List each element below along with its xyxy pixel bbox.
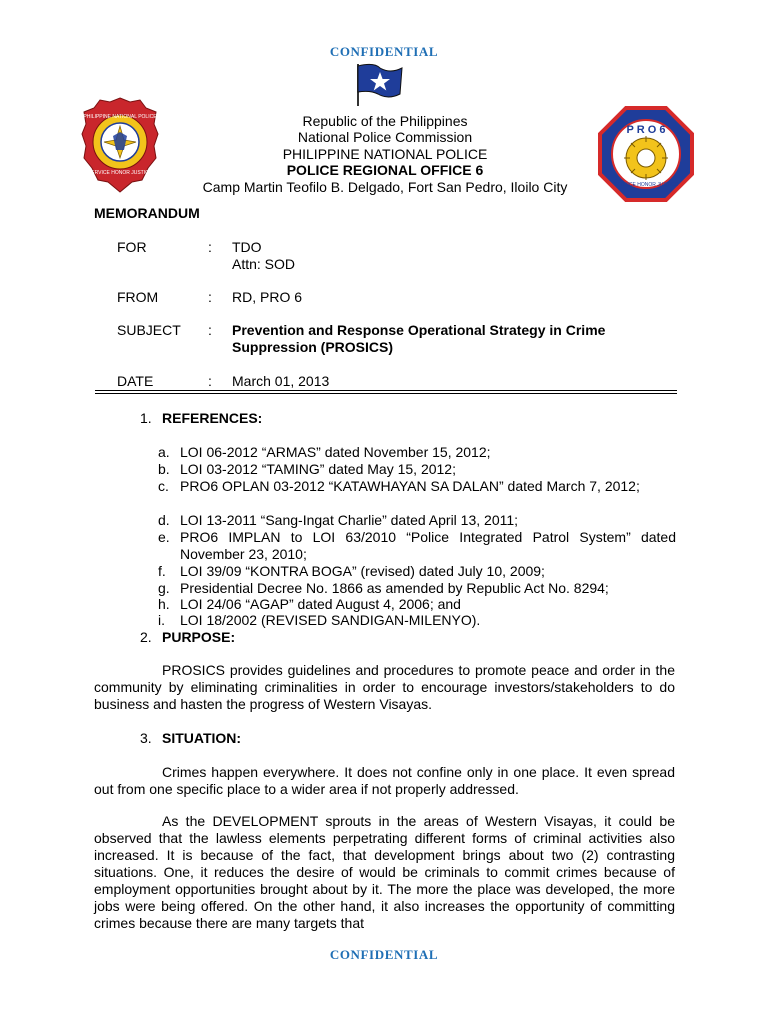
section-situation-heading bbox=[140, 730, 241, 746]
subject-colon: : bbox=[208, 322, 212, 338]
header-rule-bottom bbox=[95, 393, 677, 394]
from-colon: : bbox=[208, 289, 212, 305]
section-title: PURPOSE: bbox=[162, 629, 236, 645]
header-address: Camp Martin Teofilo B. Delgado, Fort San Pedro, Iloilo City bbox=[202, 179, 568, 195]
reference-letter: h. bbox=[158, 596, 170, 612]
reference-text: LOI 13-2011 “Sang-Ingat Charlie” dated April 13, 2011; bbox=[180, 512, 519, 528]
reference-letter: a. bbox=[158, 444, 170, 460]
svg-text:P R O 6: P R O 6 bbox=[626, 124, 666, 136]
reference-text: LOI 24/06 “AGAP” dated August 4, 2006; and bbox=[180, 596, 461, 612]
subject-line2: Suppression (PROSICS) bbox=[232, 339, 394, 355]
date-value: March 01, 2013 bbox=[232, 373, 330, 389]
svg-text:SERVICE HONOR JUSTICE: SERVICE HONOR JUSTICE bbox=[613, 182, 679, 188]
reference-text: PRO6 OPLAN 03-2012 “KATAWHAYAN SA DALAN” dated March 7, 2012; bbox=[180, 478, 640, 494]
reference-letter: c. bbox=[158, 478, 169, 494]
classification-top: CONFIDENTIAL bbox=[329, 44, 439, 59]
reference-item bbox=[158, 612, 676, 629]
header-napolcom: National Police Commission bbox=[297, 129, 473, 145]
reference-item bbox=[158, 444, 676, 461]
reference-text: LOI 06-2012 “ARMAS” dated November 15, 2012; bbox=[180, 444, 491, 460]
reference-item bbox=[158, 512, 676, 529]
section-number: 3. bbox=[140, 730, 152, 746]
flag-star-icon bbox=[350, 60, 406, 108]
svg-text:PHILIPPINE NATIONAL POLICE: PHILIPPINE NATIONAL POLICE bbox=[83, 114, 157, 120]
classification-bottom: CONFIDENTIAL bbox=[329, 947, 439, 962]
for-value: TDO bbox=[232, 239, 262, 255]
section-number: 2. bbox=[140, 629, 152, 645]
section-references-heading bbox=[140, 410, 262, 426]
date-label: DATE bbox=[117, 373, 154, 389]
section-title: SITUATION: bbox=[162, 730, 242, 746]
from-value: RD, PRO 6 bbox=[232, 289, 303, 305]
reference-item bbox=[158, 580, 676, 597]
reference-item bbox=[158, 461, 676, 478]
subject-line1: Prevention and Response Operational Strategy in Crime bbox=[232, 322, 606, 338]
reference-letter: b. bbox=[158, 461, 170, 477]
pnp-seal-icon bbox=[80, 96, 160, 196]
svg-text:SERVICE HONOR JUSTICE: SERVICE HONOR JUSTICE bbox=[87, 170, 153, 176]
reference-letter: f. bbox=[158, 563, 166, 579]
reference-text: LOI 03-2012 “TAMING” dated May 15, 2012; bbox=[180, 461, 456, 477]
header-republic: Republic of the Philippines bbox=[302, 113, 468, 129]
situation-paragraph-1: Crimes happen everywhere. It does not confine only in one place. It even spread out from one specific place to a wider area if not properly addressed. bbox=[94, 764, 675, 797]
subject-label: SUBJECT bbox=[117, 322, 181, 338]
reference-text: LOI 39/09 “KONTRA BOGA” (revised) dated July 10, 2009; bbox=[180, 563, 545, 579]
reference-item bbox=[158, 596, 676, 613]
purpose-paragraph: PROSICS provides guidelines and procedures to promote peace and order in the community by eliminating criminalities in order to encourage investors/stakeholders to do business and hasten the progress of Western Visayas. bbox=[94, 662, 675, 712]
reference-letter: i. bbox=[158, 612, 165, 628]
reference-item bbox=[158, 529, 676, 563]
reference-text: LOI 18/2002 (REVISED SANDIGAN-MILENYO). bbox=[180, 612, 481, 628]
date-colon: : bbox=[208, 373, 212, 389]
for-colon: : bbox=[208, 239, 212, 255]
reference-letter: g. bbox=[158, 580, 170, 596]
from-label: FROM bbox=[117, 289, 159, 305]
memo-title: MEMORANDUM bbox=[94, 205, 200, 221]
for-label: FOR bbox=[117, 239, 147, 255]
section-purpose-heading bbox=[140, 629, 235, 645]
reference-item bbox=[158, 563, 676, 580]
for-attn: Attn: SOD bbox=[232, 256, 296, 272]
header-pro6: POLICE REGIONAL OFFICE 6 bbox=[286, 162, 484, 178]
reference-item bbox=[158, 478, 676, 495]
reference-text: Presidential Decree No. 1866 as amended by Republic Act No. 8294; bbox=[180, 580, 609, 596]
reference-letter: e. bbox=[158, 529, 170, 545]
section-title: REFERENCES: bbox=[162, 410, 263, 426]
section-number: 1. bbox=[140, 410, 152, 426]
reference-text: PRO6 IMPLAN to LOI 63/2010 “Police Integrated Patrol System” dated November 23, 2010; bbox=[180, 529, 676, 562]
header-pnp: PHILIPPINE NATIONAL POLICE bbox=[282, 146, 488, 162]
reference-letter: d. bbox=[158, 512, 170, 528]
header-rule-top bbox=[95, 390, 677, 391]
situation-paragraph-2: As the DEVELOPMENT sprouts in the areas of Western Visayas, it could be observed that the lawless elements perpetrating different forms of criminal activities also increased. It is because of the fact, that development brings about two (2) contrasting situations. One, it reduces the desire of would be criminals to commit crimes because of employment opportunities brought about by it. The more the place was developed, the more jobs were being offered. On the other hand, it also increases the opportunity of committing crimes because there are many targets that bbox=[94, 813, 675, 931]
